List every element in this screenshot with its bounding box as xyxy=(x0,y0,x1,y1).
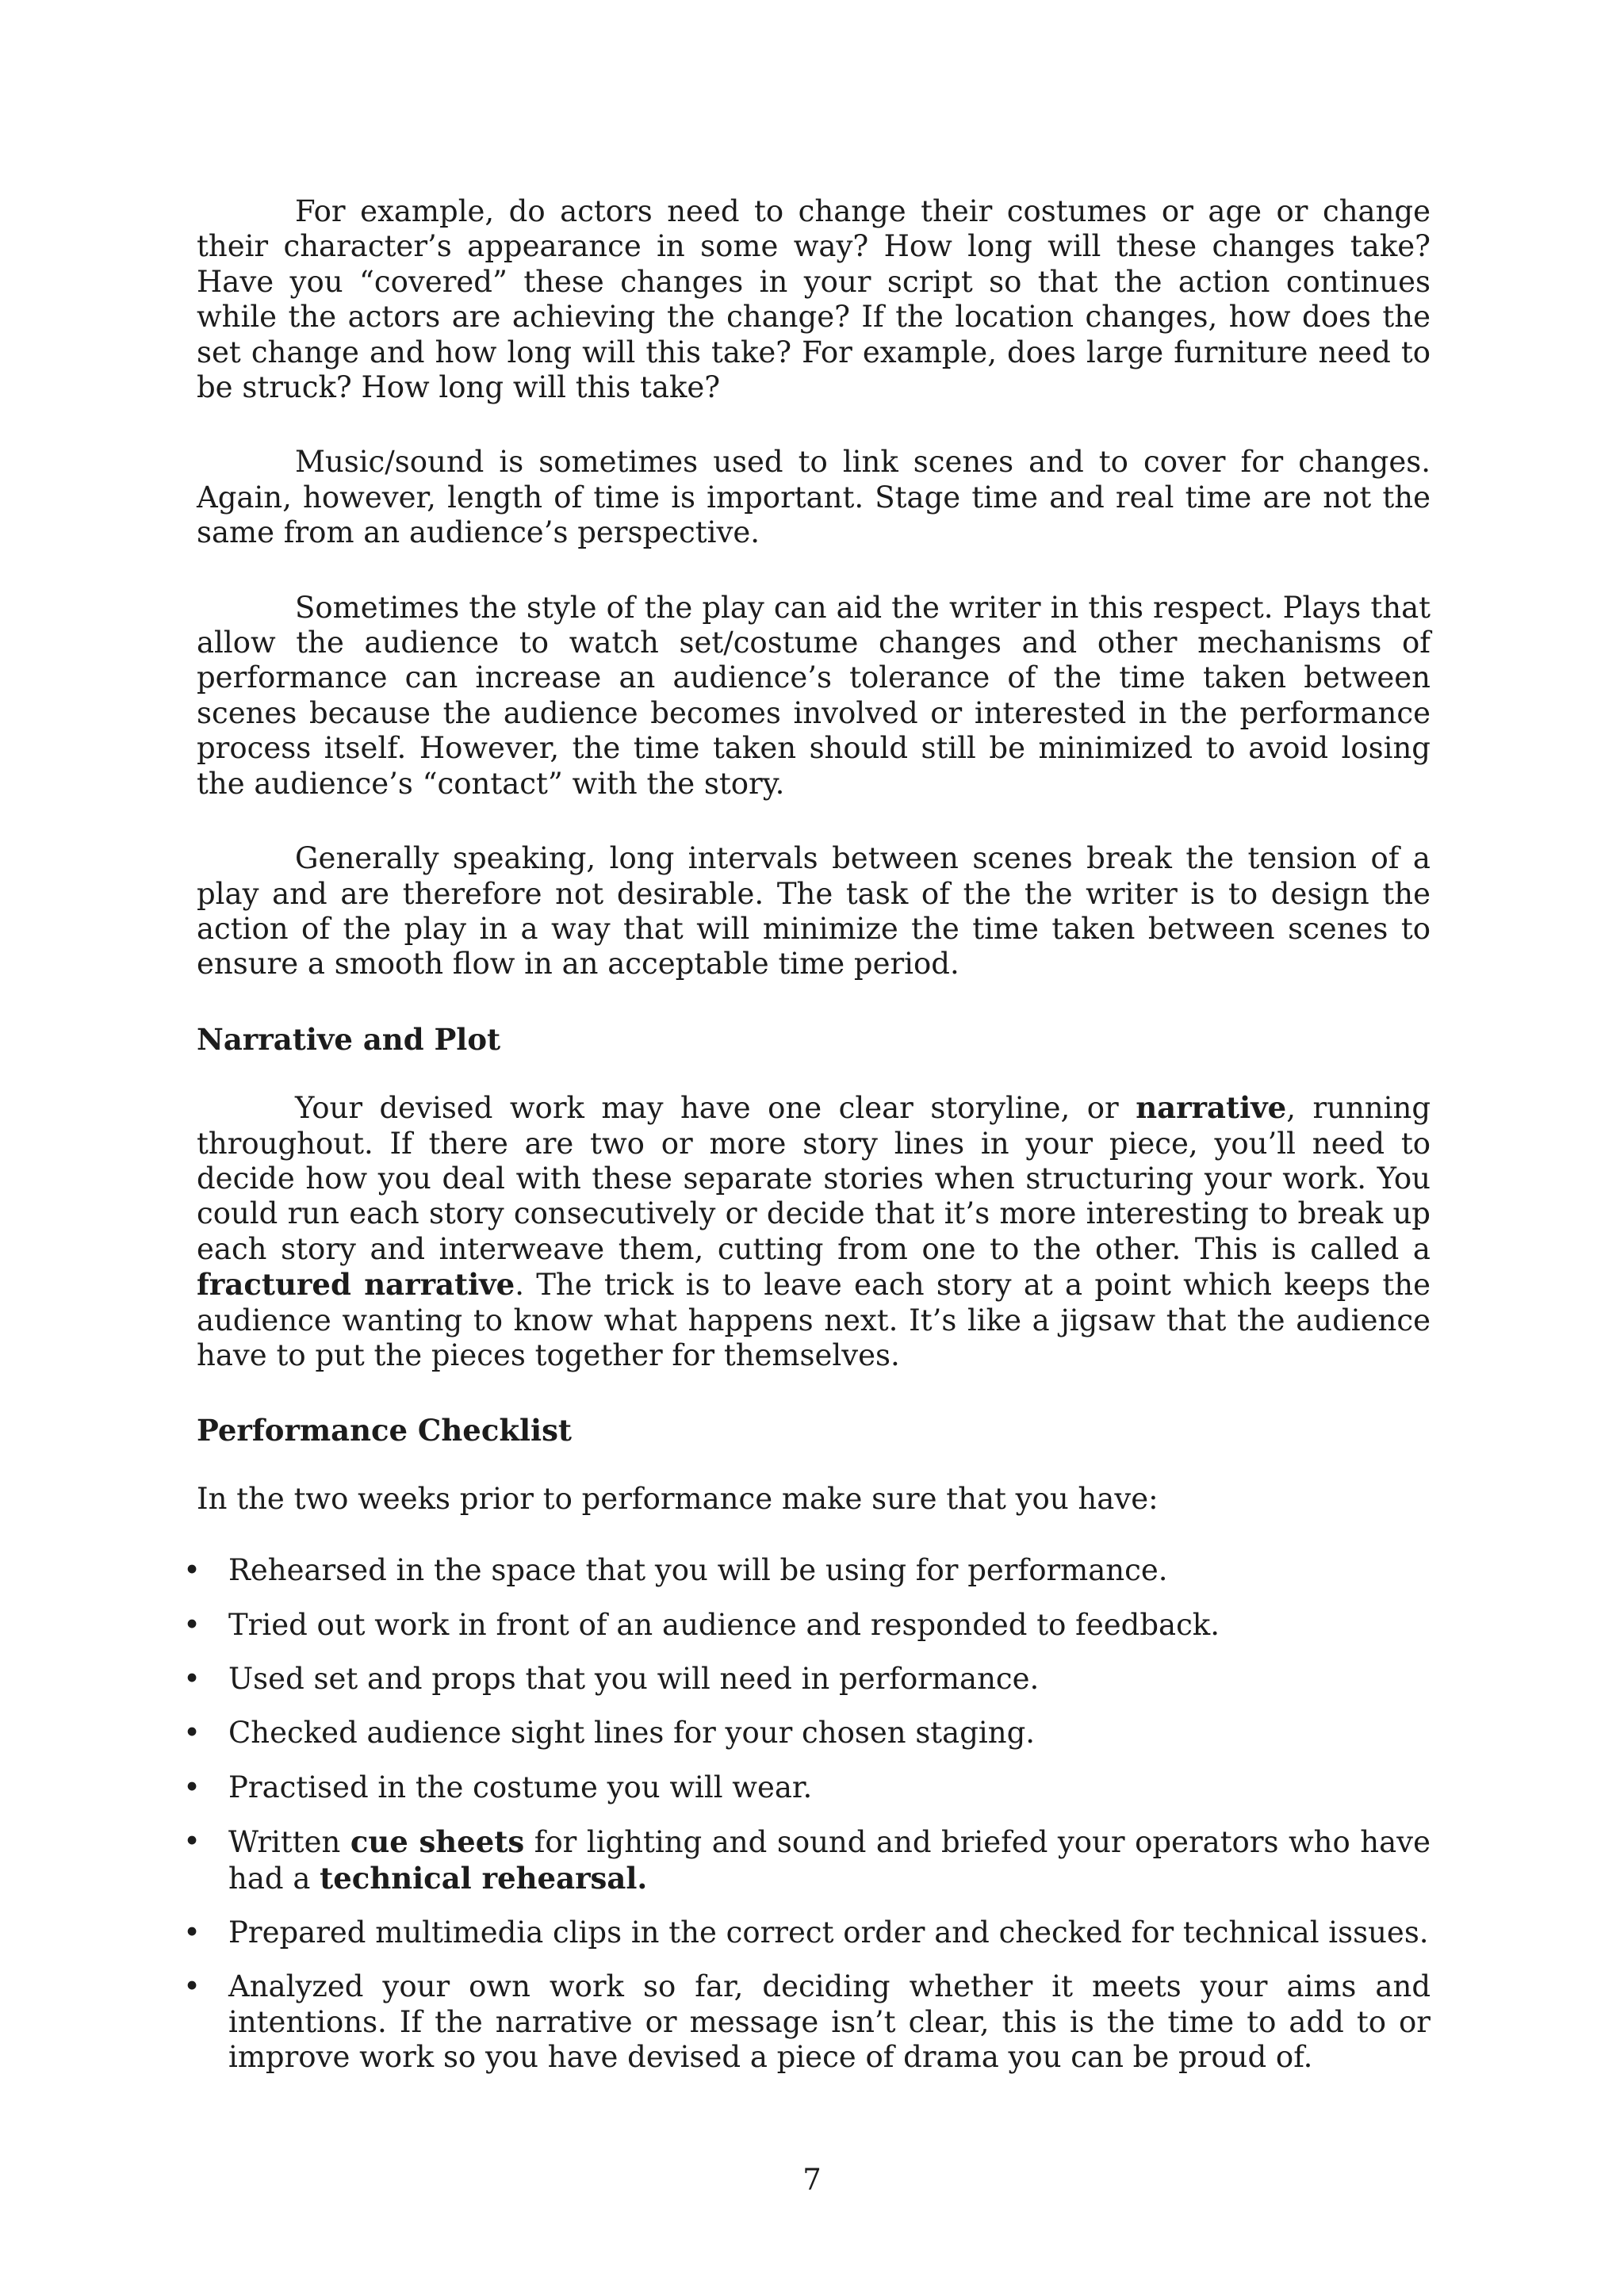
narrative-text-3: . The trick is to leave each story at a point which keeps the audience wanting to know what happens next. It’s like a jigsaw that the audience have to put the pieces together for themselves. xyxy=(197,1268,1431,1372)
checklist-item xyxy=(176,1915,1431,1950)
checklist-item-text: Written xyxy=(228,1825,350,1860)
bullet-icon: • xyxy=(183,1662,201,1696)
paragraph-play-style: Sometimes the style of the play can aid the writer in this respect. Plays that allow the audience to watch set/costume changes and other mechanisms of performance can increase an audience’s tolerance of the time taken between scenes because the audience becomes involved or interested in the performance process itself. However, the time taken should still be minimized to avoid losing the audience’s “contact” with the story. xyxy=(197,590,1431,801)
bullet-icon: • xyxy=(183,1607,201,1642)
paragraph-narrative xyxy=(197,1090,1431,1373)
term-cue-sheets: cue sheets xyxy=(350,1824,525,1860)
bullet-icon: • xyxy=(183,1969,201,2004)
bullet-icon: • xyxy=(183,1770,201,1804)
performance-checklist xyxy=(176,1553,1431,2075)
checklist-item xyxy=(176,1770,1431,1805)
checklist-item xyxy=(176,1662,1431,1697)
checklist-intro: In the two weeks prior to performance make sure that you have: xyxy=(197,1481,1159,1516)
checklist-item-text: Practised in the costume you will wear. xyxy=(228,1770,813,1804)
checklist-item-text: Checked audience sight lines for your chosen staging. xyxy=(228,1716,1036,1751)
checklist-item-text: for lighting and sound and briefed your operators who have had a xyxy=(228,1825,1431,1896)
bullet-icon: • xyxy=(183,1824,201,1859)
checklist-item xyxy=(176,1969,1431,2075)
paragraph-costume-changes: For example, do actors need to change their costumes or age or change their character’s appearance in some way? How long will these changes take? Have you “covered” these changes in your script so that the action continues while the actors are achieving the change? If the location changes, how does the set change and how long will this take? For example, does large furniture need to be struck? How long will this take? xyxy=(197,194,1431,405)
narrative-text-1: Your devised work may have one clear storyline, or xyxy=(295,1091,1136,1126)
checklist-item xyxy=(176,1608,1431,1643)
page-number: 7 xyxy=(802,2163,822,2197)
checklist-item-text: Analyzed your own work so far, deciding whether it meets your aims and intentions. If the narrative or message isn’t clear, this is the time to add to or improve work so you have devised a piece of drama you can be proud of. xyxy=(228,1969,1431,2075)
heading-narrative-and-plot: Narrative and Plot xyxy=(197,1021,501,1057)
paragraph-long-intervals: Generally speaking, long intervals between scenes break the tension of a play and are therefore not desirable. The task of the the writer is to design the action of the play in a way that will minimize the time taken between scenes to ensure a smooth flow in an acceptable time period. xyxy=(197,841,1431,982)
checklist-item xyxy=(176,1824,1431,1896)
page-content xyxy=(183,194,1431,2095)
checklist-item-text: Tried out work in front of an audience and responded to feedback. xyxy=(228,1607,1220,1642)
checklist-item-text: Prepared multimedia clips in the correct order and checked for technical issues. xyxy=(228,1915,1429,1950)
term-fractured-narrative: fractured narrative xyxy=(197,1267,515,1303)
heading-performance-checklist: Performance Checklist xyxy=(197,1413,573,1448)
term-technical-rehearsal: technical rehearsal. xyxy=(320,1860,648,1896)
checklist-item-text: Used set and props that you will need in performance. xyxy=(228,1662,1040,1696)
narrative-text-2: , running throughout. If there are two or more story lines in your piece, you’ll need to decide how you deal with these separate stories when structuring your work. You could run each story consecutively or decide that it’s more interesting to break up each story and interweave them, cutting from one to the other. This is called a xyxy=(197,1091,1431,1266)
checklist-item xyxy=(176,1716,1431,1751)
checklist-item-text: Rehearsed in the space that you will be using for performance. xyxy=(228,1553,1168,1588)
term-narrative: narrative xyxy=(1136,1090,1287,1126)
bullet-icon: • xyxy=(183,1716,201,1751)
checklist-item xyxy=(176,1553,1431,1588)
bullet-icon: • xyxy=(183,1915,201,1950)
bullet-icon: • xyxy=(183,1553,201,1588)
paragraph-music-sound: Music/sound is sometimes used to link scenes and to cover for changes. Again, however, length of time is important. Stage time and real time are not the same from an audience’s perspective. xyxy=(197,445,1431,550)
